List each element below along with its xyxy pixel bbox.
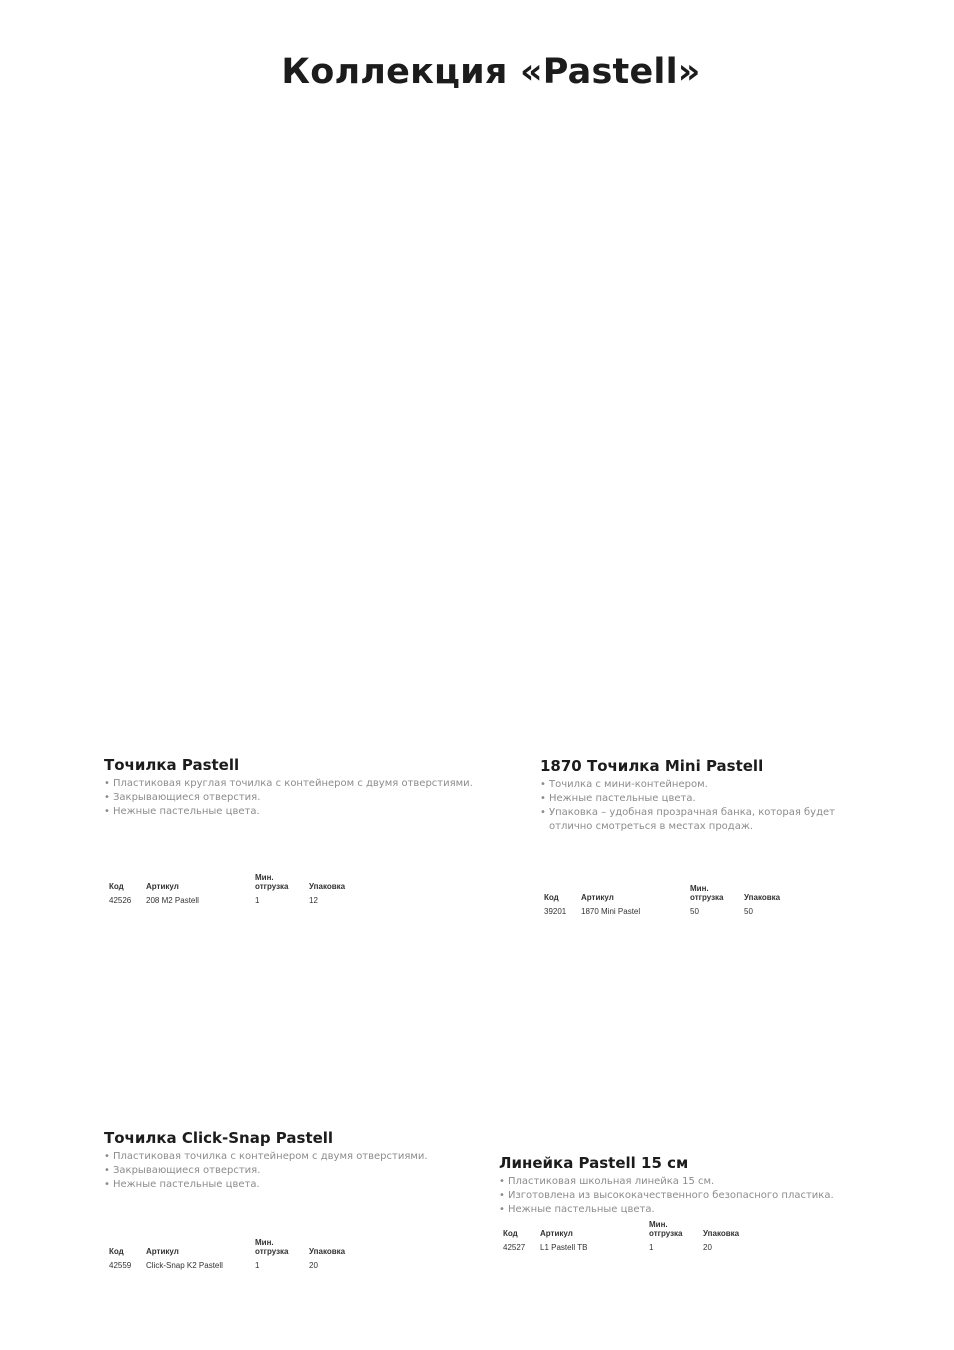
cell-pack: 20 [309,1261,318,1270]
cell-code: 42526 [109,896,132,905]
header-article: Артикул [146,882,179,891]
header-code: Код [544,893,559,902]
header-pack: Упаковка [309,1247,346,1256]
table-header-row [104,1238,354,1259]
spec-table [539,884,789,916]
header-min-shipment: Мин. отгрузка [255,1238,289,1256]
header-code: Код [503,1229,518,1238]
feature-list [104,777,473,819]
spec-table [498,1220,748,1252]
product-title: 1870 Точилка Mini Pastell [540,757,764,775]
feature-item: • Закрывающиеся отверстия. [104,1165,261,1176]
cell-pack: 12 [309,896,318,905]
header-article: Артикул [581,893,614,902]
feature-item: • Пластиковая школьная линейка 15 см. [499,1176,715,1187]
header-article: Артикул [146,1247,179,1256]
feature-item: • Изготовлена из высококачественного безопасного пластика. [499,1190,834,1201]
feature-item: • Закрывающиеся отверстия. [104,792,261,803]
cell-article: Click-Snap K2 Pastell [146,1261,223,1270]
header-code: Код [109,882,124,891]
product-card [499,1154,834,1217]
page-title: Коллекция «Pastell» [281,52,701,92]
header-pack: Упаковка [703,1229,740,1238]
table-row [104,1259,354,1270]
cell-min: 1 [649,1243,654,1252]
cell-min: 50 [690,907,699,916]
header-pack: Упаковка [744,893,781,902]
cell-pack: 50 [744,907,753,916]
feature-item: • Нежные пастельные цвета. [540,793,696,804]
feature-item: • Нежные пастельные цвета. [499,1204,655,1215]
table-header-row [539,884,789,905]
feature-item: • Пластиковая точилка с контейнером с двумя отверстиями. [104,1151,428,1162]
header-pack: Упаковка [309,882,346,891]
feature-item: • Точилка с мини-контейнером. [540,779,708,790]
header-article: Артикул [540,1229,573,1238]
spec-table [104,1238,354,1270]
feature-item: • Упаковка – удобная прозрачная банка, которая будет [540,807,835,818]
feature-item: • Нежные пастельные цвета. [104,1179,260,1190]
cell-code: 39201 [544,907,567,916]
feature-list [499,1175,834,1217]
cell-code: 42527 [503,1243,526,1252]
feature-item: • Пластиковая круглая точилка с контейнером с двумя отверстиями. [104,778,473,789]
header-min-shipment: Мин. отгрузка [255,873,289,891]
header-min-shipment: Мин. отгрузка [690,884,724,902]
cell-code: 42559 [109,1261,132,1270]
table-row [498,1241,748,1252]
product-title: Линейка Pastell 15 см [499,1154,689,1172]
product-card [104,756,473,819]
table-header-row [498,1220,748,1241]
table-row [539,905,789,916]
feature-list [104,1150,428,1192]
cell-min: 1 [255,1261,260,1270]
product-card [104,1129,428,1192]
product-title: Точилка Click-Snap Pastell [104,1129,334,1147]
header-code: Код [109,1247,124,1256]
cell-pack: 20 [703,1243,712,1252]
cell-article: 208 M2 Pastell [146,896,199,905]
table-header-row [104,873,354,894]
product-title: Точилка Pastell [104,756,240,774]
header-min-shipment: Мин. отгрузка [649,1220,683,1238]
feature-item: • Нежные пастельные цвета. [104,806,260,817]
table-row [104,894,354,905]
feature-list [540,778,835,834]
product-card [540,757,835,834]
cell-article: 1870 Mini Pastel [581,907,641,916]
cell-min: 1 [255,896,260,905]
feature-item: отлично смотреться в местах продаж. [549,821,754,832]
cell-article: L1 Pastell TB [540,1243,588,1252]
spec-table [104,873,354,905]
